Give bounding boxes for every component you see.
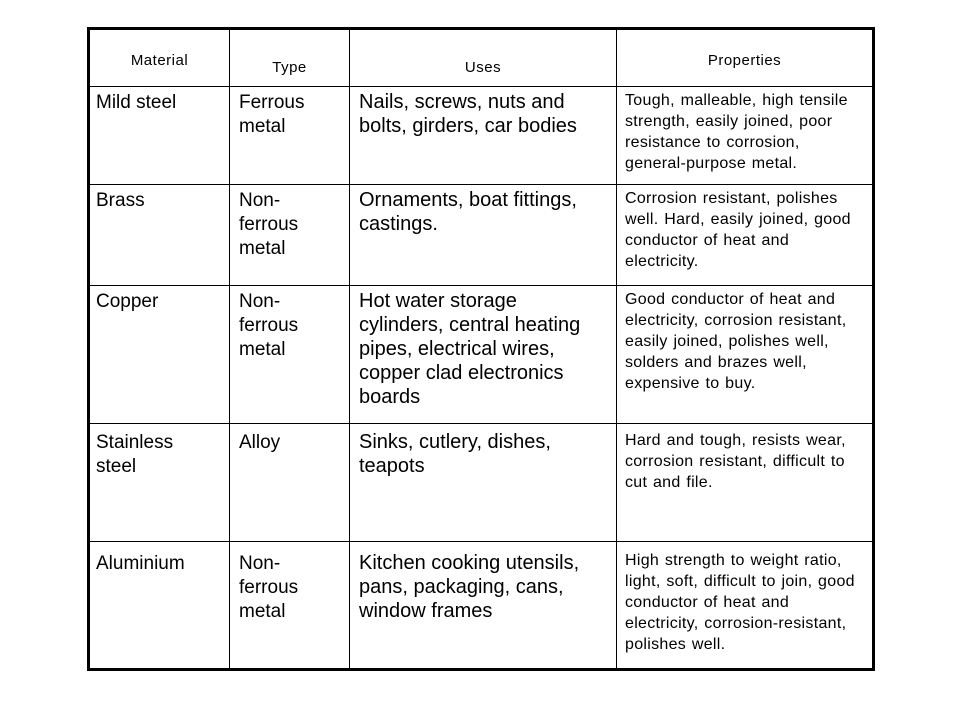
header-material: Material xyxy=(90,30,230,87)
type-cell: Non-ferrous metal xyxy=(230,542,350,668)
material-cell: Copper xyxy=(90,286,230,424)
materials-table xyxy=(87,27,875,671)
header-properties: Properties xyxy=(617,30,872,87)
material-cell: Stainless steel xyxy=(90,424,230,542)
type-cell: Non-ferrous metal xyxy=(230,185,350,286)
uses-cell: Ornaments, boat fittings, castings. xyxy=(350,185,617,286)
properties-cell: High strength to weight ratio, light, soft, difficult to join, good conductor of heat and electricity, corrosion-resistant, polishes well. xyxy=(625,552,855,653)
properties-cell: Hard and tough, resists wear, corrosion resistant, difficult to cut and file. xyxy=(617,424,872,542)
uses-cell: Nails, screws, nuts and bolts, girders, car bodies xyxy=(350,87,617,185)
type-cell: Non-ferrous metal xyxy=(230,286,350,424)
properties-cell: Good conductor of heat and electricity, corrosion resistant, easily joined, polishes well, solders and brazes well, expensive to buy. xyxy=(617,286,872,424)
material-cell: Aluminium xyxy=(90,542,230,668)
uses-cell: Kitchen cooking utensils, pans, packaging, cans, window frames xyxy=(350,542,617,668)
properties-cell: Corrosion resistant, polishes well. Hard, easily joined, good conductor of heat and electricity. xyxy=(617,185,872,286)
material-cell: Mild steel xyxy=(90,87,230,185)
header-type: Type xyxy=(230,30,350,87)
type-cell: Alloy xyxy=(230,424,350,542)
type-cell: Ferrous metal xyxy=(230,87,350,185)
material-cell: Brass xyxy=(90,185,230,286)
uses-cell: Hot water storage cylinders, central heating pipes, electrical wires, copper clad electronics boards xyxy=(350,286,617,424)
uses-cell: Sinks, cutlery, dishes, teapots xyxy=(350,424,617,542)
properties-cell: Tough, malleable, high tensile strength, easily joined, poor resistance to corrosion, general-purpose metal. xyxy=(617,87,872,185)
header-uses: Uses xyxy=(350,30,617,87)
